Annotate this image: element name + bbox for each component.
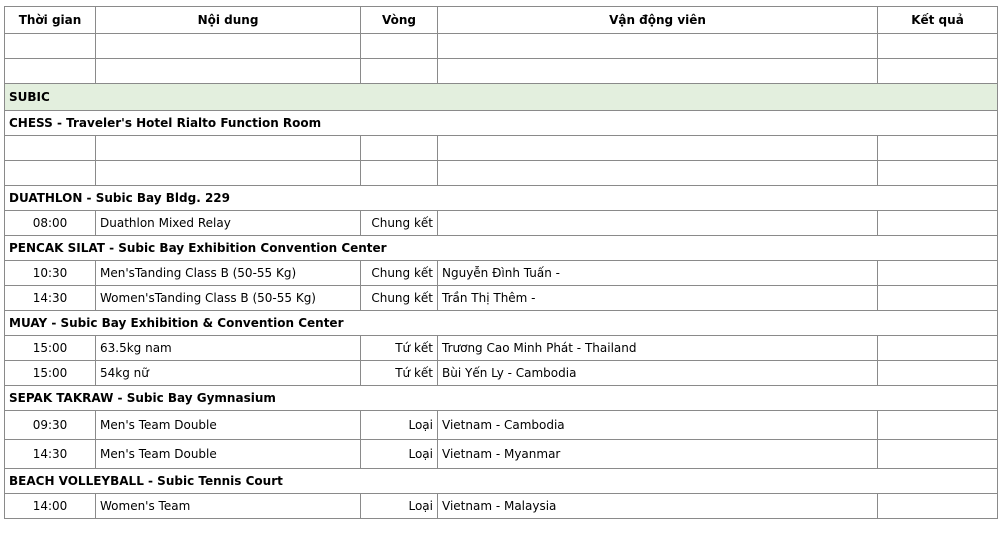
time-cell: 08:00 <box>5 211 96 236</box>
blank-cell <box>96 34 361 59</box>
time-cell: 14:30 <box>5 440 96 469</box>
header-round: Vòng <box>361 7 438 34</box>
athletes-cell: Bùi Yến Ly - Cambodia <box>438 361 878 386</box>
venue-duathlon: DUATHLON - Subic Bay Bldg. 229 <box>5 186 998 211</box>
venue-row <box>5 111 998 136</box>
athletes-cell <box>438 211 878 236</box>
blank-cell <box>96 161 361 186</box>
blank-row <box>5 59 998 84</box>
region-label: SUBIC <box>5 84 998 111</box>
blank-cell <box>96 136 361 161</box>
content-cell: 63.5kg nam <box>96 336 361 361</box>
athletes-cell: Nguyễn Đình Tuấn - <box>438 261 878 286</box>
time-cell: 14:30 <box>5 286 96 311</box>
header-time: Thời gian <box>5 7 96 34</box>
table-row <box>5 286 998 311</box>
round-cell: Tứ kết <box>361 336 438 361</box>
table-row <box>5 440 998 469</box>
content-cell: Duathlon Mixed Relay <box>96 211 361 236</box>
blank-cell <box>5 59 96 84</box>
blank-cell <box>5 161 96 186</box>
venue-beach: BEACH VOLLEYBALL - Subic Tennis Court <box>5 469 998 494</box>
venue-row <box>5 386 998 411</box>
venue-sepak: SEPAK TAKRAW - Subic Bay Gymnasium <box>5 386 998 411</box>
header-athletes: Vận động viên <box>438 7 878 34</box>
blank-cell <box>438 59 878 84</box>
result-cell <box>878 211 998 236</box>
result-cell <box>878 336 998 361</box>
header-result: Kết quả <box>878 7 998 34</box>
blank-cell <box>361 161 438 186</box>
result-cell <box>878 494 998 519</box>
content-cell: Women's Team <box>96 494 361 519</box>
blank-row <box>5 136 998 161</box>
table-row <box>5 261 998 286</box>
round-cell: Tứ kết <box>361 361 438 386</box>
round-cell: Loại <box>361 440 438 469</box>
round-cell: Chung kết <box>361 261 438 286</box>
region-row <box>5 84 998 111</box>
venue-muay: MUAY - Subic Bay Exhibition & Convention Center <box>5 311 998 336</box>
header-row <box>5 7 998 34</box>
table-row <box>5 336 998 361</box>
blank-cell <box>5 34 96 59</box>
schedule-table <box>4 6 998 519</box>
content-cell: Men'sTanding Class B (50-55 Kg) <box>96 261 361 286</box>
round-cell: Loại <box>361 494 438 519</box>
round-cell: Loại <box>361 411 438 440</box>
blank-cell <box>361 34 438 59</box>
table-row <box>5 494 998 519</box>
round-cell: Chung kết <box>361 286 438 311</box>
result-cell <box>878 411 998 440</box>
result-cell <box>878 361 998 386</box>
time-cell: 10:30 <box>5 261 96 286</box>
blank-cell <box>878 34 998 59</box>
venue-chess: CHESS - Traveler's Hotel Rialto Function Room <box>5 111 998 136</box>
blank-cell <box>361 136 438 161</box>
blank-cell <box>878 59 998 84</box>
venue-row <box>5 186 998 211</box>
venue-row <box>5 469 998 494</box>
table-row <box>5 361 998 386</box>
blank-cell <box>96 59 361 84</box>
round-cell: Chung kết <box>361 211 438 236</box>
content-cell: 54kg nữ <box>96 361 361 386</box>
blank-cell <box>5 136 96 161</box>
content-cell: Men's Team Double <box>96 440 361 469</box>
blank-row <box>5 34 998 59</box>
blank-cell <box>438 34 878 59</box>
athletes-cell: Vietnam - Cambodia <box>438 411 878 440</box>
result-cell <box>878 261 998 286</box>
result-cell <box>878 440 998 469</box>
table-row <box>5 211 998 236</box>
venue-row <box>5 236 998 261</box>
athletes-cell: Vietnam - Myanmar <box>438 440 878 469</box>
athletes-cell: Trương Cao Minh Phát - Thailand <box>438 336 878 361</box>
venue-row <box>5 311 998 336</box>
content-cell: Men's Team Double <box>96 411 361 440</box>
athletes-cell: Vietnam - Malaysia <box>438 494 878 519</box>
athletes-cell: Trần Thị Thêm - <box>438 286 878 311</box>
blank-cell <box>438 136 878 161</box>
time-cell: 14:00 <box>5 494 96 519</box>
blank-row <box>5 161 998 186</box>
blank-cell <box>878 161 998 186</box>
table-row <box>5 411 998 440</box>
time-cell: 15:00 <box>5 336 96 361</box>
result-cell <box>878 286 998 311</box>
header-content: Nội dung <box>96 7 361 34</box>
content-cell: Women'sTanding Class B (50-55 Kg) <box>96 286 361 311</box>
blank-cell <box>438 161 878 186</box>
blank-cell <box>878 136 998 161</box>
venue-pencak: PENCAK SILAT - Subic Bay Exhibition Convention Center <box>5 236 998 261</box>
time-cell: 15:00 <box>5 361 96 386</box>
blank-cell <box>361 59 438 84</box>
time-cell: 09:30 <box>5 411 96 440</box>
